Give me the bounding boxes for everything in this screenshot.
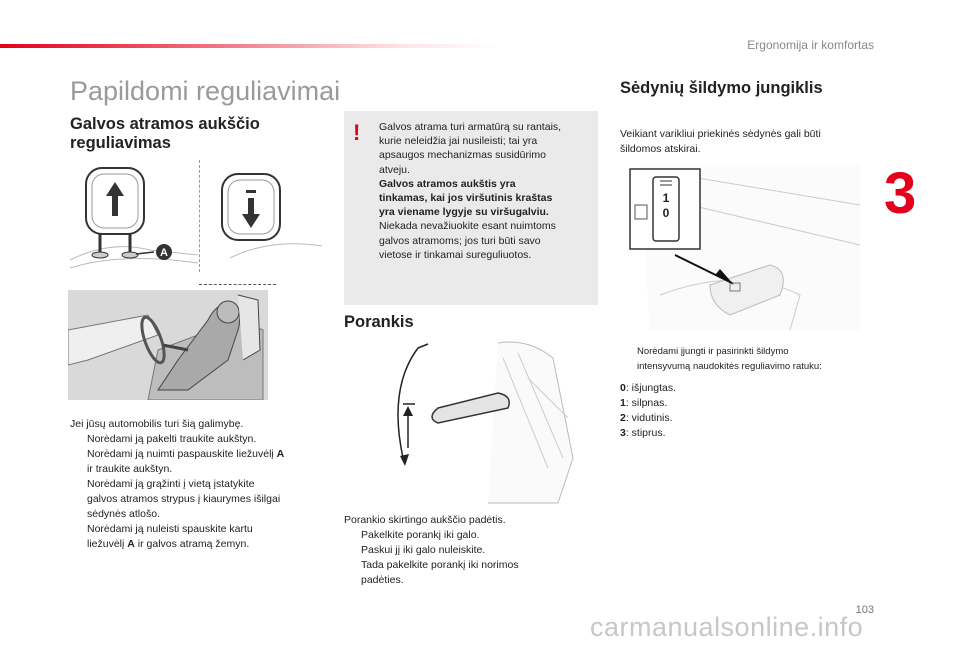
list-item	[344, 543, 594, 558]
warning-line: apsaugos mechanizmas susidūrimo	[379, 149, 546, 162]
bullet-text: Norėdami ją nuimti paspauskite liežuvėlį	[87, 448, 277, 460]
heating-level-0	[620, 381, 820, 396]
bullet-text: Norėdami ją grąžinti į vietą įstatykite	[87, 478, 255, 490]
heating-level-1	[620, 396, 820, 411]
heating-instructions	[620, 344, 870, 374]
armrest-heading: Porankis	[344, 313, 414, 331]
bullet-text: Norėdami ją pakelti traukite aukštyn.	[87, 433, 257, 445]
warning-bold-line: tinkamas, kai jos viršutinis kraštas	[379, 192, 553, 205]
armrest-instructions	[344, 513, 594, 588]
divider-vertical	[199, 160, 200, 272]
level-num: 3	[620, 427, 626, 439]
warning-text	[379, 120, 589, 262]
bullet-text: Norėdami įjungti ir pasirinkti šildymo	[637, 346, 789, 357]
headrest-heading-line1: Galvos atramos aukščio	[70, 115, 260, 133]
armrest-illustration	[378, 338, 578, 508]
bullet-text: Tada pakelkite porankį iki norimos	[361, 559, 519, 571]
headrest-heading-line2: reguliavimas	[70, 134, 171, 152]
list-item	[620, 344, 870, 374]
headrest-intro: Jei jūsų automobilis turi šią galimybę.	[70, 418, 244, 430]
bullet-text: sėdynės atlošo.	[87, 508, 160, 520]
level-num: 0	[620, 382, 626, 394]
list-item	[70, 477, 325, 522]
heating-intro-line: Veikiant varikliui priekinės sėdynės gali būti	[620, 128, 821, 140]
seat-heating-illustration	[620, 165, 870, 335]
level-text: : silpnas.	[625, 397, 668, 409]
label-a: A	[160, 247, 168, 259]
bullet-text: ir galvos atramą žemyn.	[134, 538, 250, 550]
driver-seat-illustration	[68, 290, 268, 400]
heating-level-2	[620, 411, 820, 426]
warning-line: Galvos atrama turi armatūrą su rantais,	[379, 121, 562, 133]
page-number: 103	[855, 604, 874, 616]
armrest-intro: Porankio skirtingo aukščio padėtis.	[344, 514, 506, 526]
level-num: 2	[620, 412, 626, 424]
warning-line: kurie neleidžia jai nusileisti; tai yra	[379, 135, 538, 148]
level-text: : stiprus.	[625, 427, 666, 439]
page-title: Papildomi reguliavimai	[70, 76, 341, 106]
level-text: : vidutinis.	[625, 412, 673, 424]
chapter-number: 3	[884, 161, 917, 226]
level-text: : išjungtas.	[625, 382, 677, 394]
headrest-raise-illustration	[70, 160, 200, 275]
warning-bold-line: yra viename lygyje su viršugalviu.	[379, 206, 549, 219]
warning-line: vietose ir tinkamai sureguliuotos.	[379, 248, 532, 261]
divider-horizontal	[199, 284, 276, 285]
bullet-text: Norėdami ją nuleisti spauskite kartu	[87, 523, 253, 535]
heating-level-3	[620, 426, 820, 441]
list-item	[344, 558, 594, 588]
headrest-lower-illustration	[210, 168, 325, 268]
level-num: 1	[620, 397, 626, 409]
headrest-heading	[70, 115, 260, 153]
warning-box	[344, 111, 598, 305]
header-accent-bar	[0, 44, 500, 48]
bullet-bold: A	[276, 448, 285, 460]
headrest-instructions	[70, 417, 325, 552]
warning-line: atveju.	[379, 163, 410, 176]
heating-levels	[620, 381, 820, 441]
heating-intro	[620, 127, 870, 157]
watermark: carmanualsonline.info	[590, 612, 864, 642]
section-title: Ergonomija ir komfortas	[747, 38, 874, 52]
warning-bold-line: Galvos atramos aukštis yra	[379, 177, 516, 190]
warning-line: galvos atramoms; jos turi būti savo	[379, 234, 541, 247]
list-item	[70, 522, 325, 552]
bullet-text: Paskui jį iki galo nuleiskite.	[361, 544, 486, 556]
bullet-text: liežuvėlį	[87, 538, 128, 550]
switch-label-0: 0	[662, 206, 670, 220]
warning-icon: !	[353, 120, 361, 145]
list-item	[344, 528, 594, 543]
heating-heading: Sėdynių šildymo jungiklis	[620, 79, 823, 97]
list-item	[70, 447, 325, 477]
warning-line: Niekada nevažiuokite esant nuimtoms	[379, 220, 556, 233]
bullet-text: galvos atramos strypus į kiaurymes išilgai	[87, 493, 281, 505]
bullet-text: padėties.	[361, 574, 404, 586]
heating-intro-line: šildomos atskirai.	[620, 143, 701, 155]
bullet-text: Pakelkite porankį iki galo.	[361, 529, 480, 541]
bullet-text: ir traukite aukštyn.	[87, 463, 173, 475]
switch-label-1: 1	[662, 191, 670, 205]
list-item	[70, 432, 325, 447]
bullet-text: intensyvumą naudokitės reguliavimo ratuku:	[637, 361, 822, 372]
bullet-bold: A	[127, 538, 135, 550]
